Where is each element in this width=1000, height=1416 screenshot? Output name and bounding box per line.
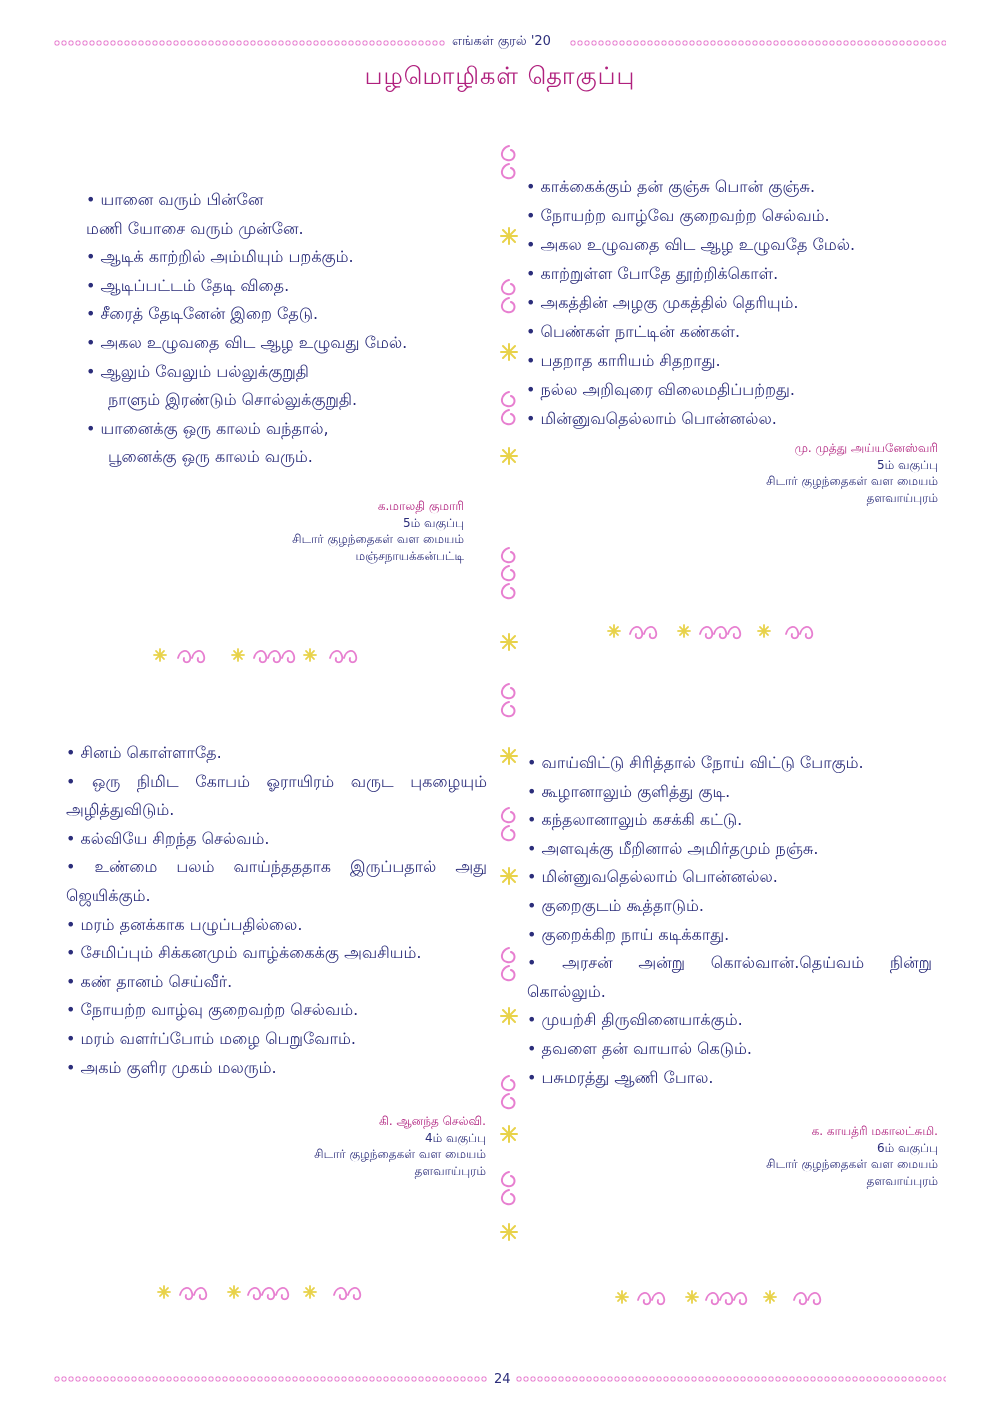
proverb-line: மணி யோசை வரும் முன்னே.	[86, 218, 304, 238]
author-credit-3	[314, 1113, 486, 1179]
footer-rule-right	[516, 1376, 946, 1382]
proverb-line: • காற்றுள்ள போதே தூற்றிக்கொள்.	[526, 264, 779, 283]
proverb-line: • தவளை தன் வாயால் கெடும்.	[527, 1038, 752, 1058]
author-center: சிடார் குழந்தைகள் வள மையம்	[766, 474, 938, 488]
proverb-line: • ஆடிப்பட்டம் தேடி விதை.	[86, 275, 290, 295]
ornament-row-icon	[150, 644, 380, 666]
proverb-line: • பெண்கள் நாட்டின் கண்கள்.	[526, 322, 741, 341]
author-credit-2	[766, 440, 938, 506]
proverb-line: • காக்கைக்கும் தன் குஞ்சு பொன் குஞ்சு.	[526, 177, 816, 196]
proverb-line: • நோயற்ற வாழ்வே குறைவற்ற செல்வம்.	[526, 206, 830, 225]
proverb-line: • கண் தானம் செய்வீர்.	[66, 971, 233, 991]
proverb-line: • அகம் குளிர முகம் மலரும்.	[66, 1057, 277, 1077]
proverb-line: • சேமிப்பும் சிக்கனமும் வாழ்க்கைக்கு அவசியம்.	[66, 943, 422, 963]
author-center: சிடார் குழந்தைகள் வள மையம்	[314, 1147, 486, 1161]
page-title: பழமொழிகள் தொகுப்பு	[364, 62, 636, 90]
ornament-row-icon	[612, 1286, 842, 1308]
proverb-line: • அகல உழுவதை விட ஆழ உழுவதே மேல்.	[526, 235, 856, 254]
vertical-ornament-icon	[489, 138, 529, 1248]
proverb-line: • அரசன் அன்று கொல்வான்.தெய்வம் நின்று	[527, 953, 932, 973]
proverb-line: • பதறாத காரியம் சிதறாது.	[526, 351, 721, 370]
proverb-line: • கல்வியே சிறந்த செல்வம்.	[66, 828, 270, 848]
author-center: சிடார் குழந்தைகள் வள மையம்	[766, 1157, 938, 1171]
proverb-line: • மரம் தனக்காக பழுப்பதில்லை.	[66, 914, 303, 934]
proverb-line: • ஒரு நிமிட கோபம் ஓராயிரம் வருட புகழையும்	[66, 771, 487, 791]
proverb-line: • மரம் வளர்ப்போம் மழை பெறுவோம்.	[66, 1028, 356, 1048]
author-grade: 5ம் வகுப்பு	[876, 457, 938, 472]
proverb-line: • நல்ல அறிவுரை விலைமதிப்பற்றது.	[526, 380, 795, 399]
author-center: சிடார் குழந்தைகள் வள மையம்	[292, 532, 464, 546]
author-place: தளவாய்புரம்	[866, 490, 938, 505]
proverb-line: • நோயற்ற வாழ்வு குறைவற்ற செல்வம்.	[66, 1000, 359, 1020]
proverb-line: • யானைக்கு ஒரு காலம் வந்தால்,	[86, 418, 329, 438]
ornament-row-icon	[154, 1281, 384, 1303]
proverb-line: • வாய்விட்டு சிரித்தால் நோய் விட்டு போகும்.	[527, 753, 864, 772]
proverbs-list-2	[526, 172, 946, 433]
publication-name: எங்கள் குரல் '20	[452, 34, 551, 49]
ornament-row-icon	[604, 620, 834, 642]
proverb-line: • யானை வரும் பின்னே	[86, 190, 264, 209]
author-place: மஞ்சநாயக்கன்பட்டி	[355, 548, 464, 563]
author-place: தளவாய்புரம்	[414, 1163, 486, 1178]
author-grade: 4ம் வகுப்பு	[424, 1130, 486, 1145]
proverb-line: • கூழானாலும் குளித்து குடி.	[527, 781, 731, 801]
author-grade: 6ம் வகுப்பு	[876, 1140, 938, 1155]
author-name: க.மாலதி குமாரி	[377, 499, 464, 513]
proverb-line: நாளும் இரண்டும் சொல்லுக்குறுதி.	[108, 390, 358, 410]
proverbs-list-3	[66, 739, 487, 1082]
proverbs-list-1	[86, 186, 481, 472]
author-name: கி. ஆனந்த செல்வி.	[378, 1114, 486, 1128]
proverb-line: ஜெயிக்கும்.	[66, 885, 151, 905]
proverb-line: • கந்தலானாலும் கசக்கி கட்டு.	[527, 810, 743, 830]
header-rule-left	[54, 40, 446, 46]
proverb-line: • மின்னுவதெல்லாம் பொன்னல்ல.	[527, 867, 778, 887]
proverb-line: • அகத்தின் அழகு முகத்தில் தெரியும்.	[526, 293, 799, 312]
proverb-line: • முயற்சி திருவினையாக்கும்.	[527, 1010, 743, 1030]
proverb-line: • அகல உழுவதை விட ஆழ உழுவது மேல்.	[86, 332, 408, 352]
proverb-line: அழித்துவிடும்.	[66, 800, 175, 820]
proverbs-list-4	[527, 749, 932, 1092]
proverb-line: • மின்னுவதெல்லாம் பொன்னல்ல.	[526, 409, 777, 428]
proverb-line: கொல்லும்.	[527, 981, 606, 1001]
author-credit-4	[766, 1123, 938, 1189]
author-grade: 5ம் வகுப்பு	[402, 515, 464, 530]
header-rule-right	[570, 40, 946, 46]
proverb-line: • பசுமரத்து ஆணி போல.	[527, 1067, 714, 1087]
proverb-line: • குறைகுடம் கூத்தாடும்.	[527, 895, 704, 915]
proverb-line: • சீரைத் தேடினேன் இறை தேடு.	[86, 304, 319, 324]
footer-rule-left	[54, 1376, 488, 1382]
proverb-line: • சினம் கொள்ளாதே.	[66, 743, 222, 762]
author-credit-1	[292, 498, 464, 564]
proverb-line: • அளவுக்கு மீறினால் அமிர்தமும் நஞ்சு.	[527, 838, 819, 858]
proverb-line: • ஆடிக் காற்றில் அம்மியும் பறக்கும்.	[86, 247, 354, 267]
author-name: க. காயத்ரி மகாலட்சுமி.	[811, 1124, 938, 1138]
proverb-line: பூனைக்கு ஒரு காலம் வரும்.	[108, 447, 313, 467]
author-name: மு. முத்து அய்யனேஸ்வரி	[794, 441, 938, 455]
proverb-line: • குறைக்கிற நாய் கடிக்காது.	[527, 924, 730, 944]
proverb-line: • ஆலும் வேலும் பல்லுக்குறுதி	[86, 361, 309, 381]
page-number: 24	[494, 1372, 511, 1387]
proverb-line: • உண்மை பலம் வாய்ந்தததாக இருப்பதால் அது	[66, 857, 487, 877]
author-place: தளவாய்புரம்	[866, 1173, 938, 1188]
